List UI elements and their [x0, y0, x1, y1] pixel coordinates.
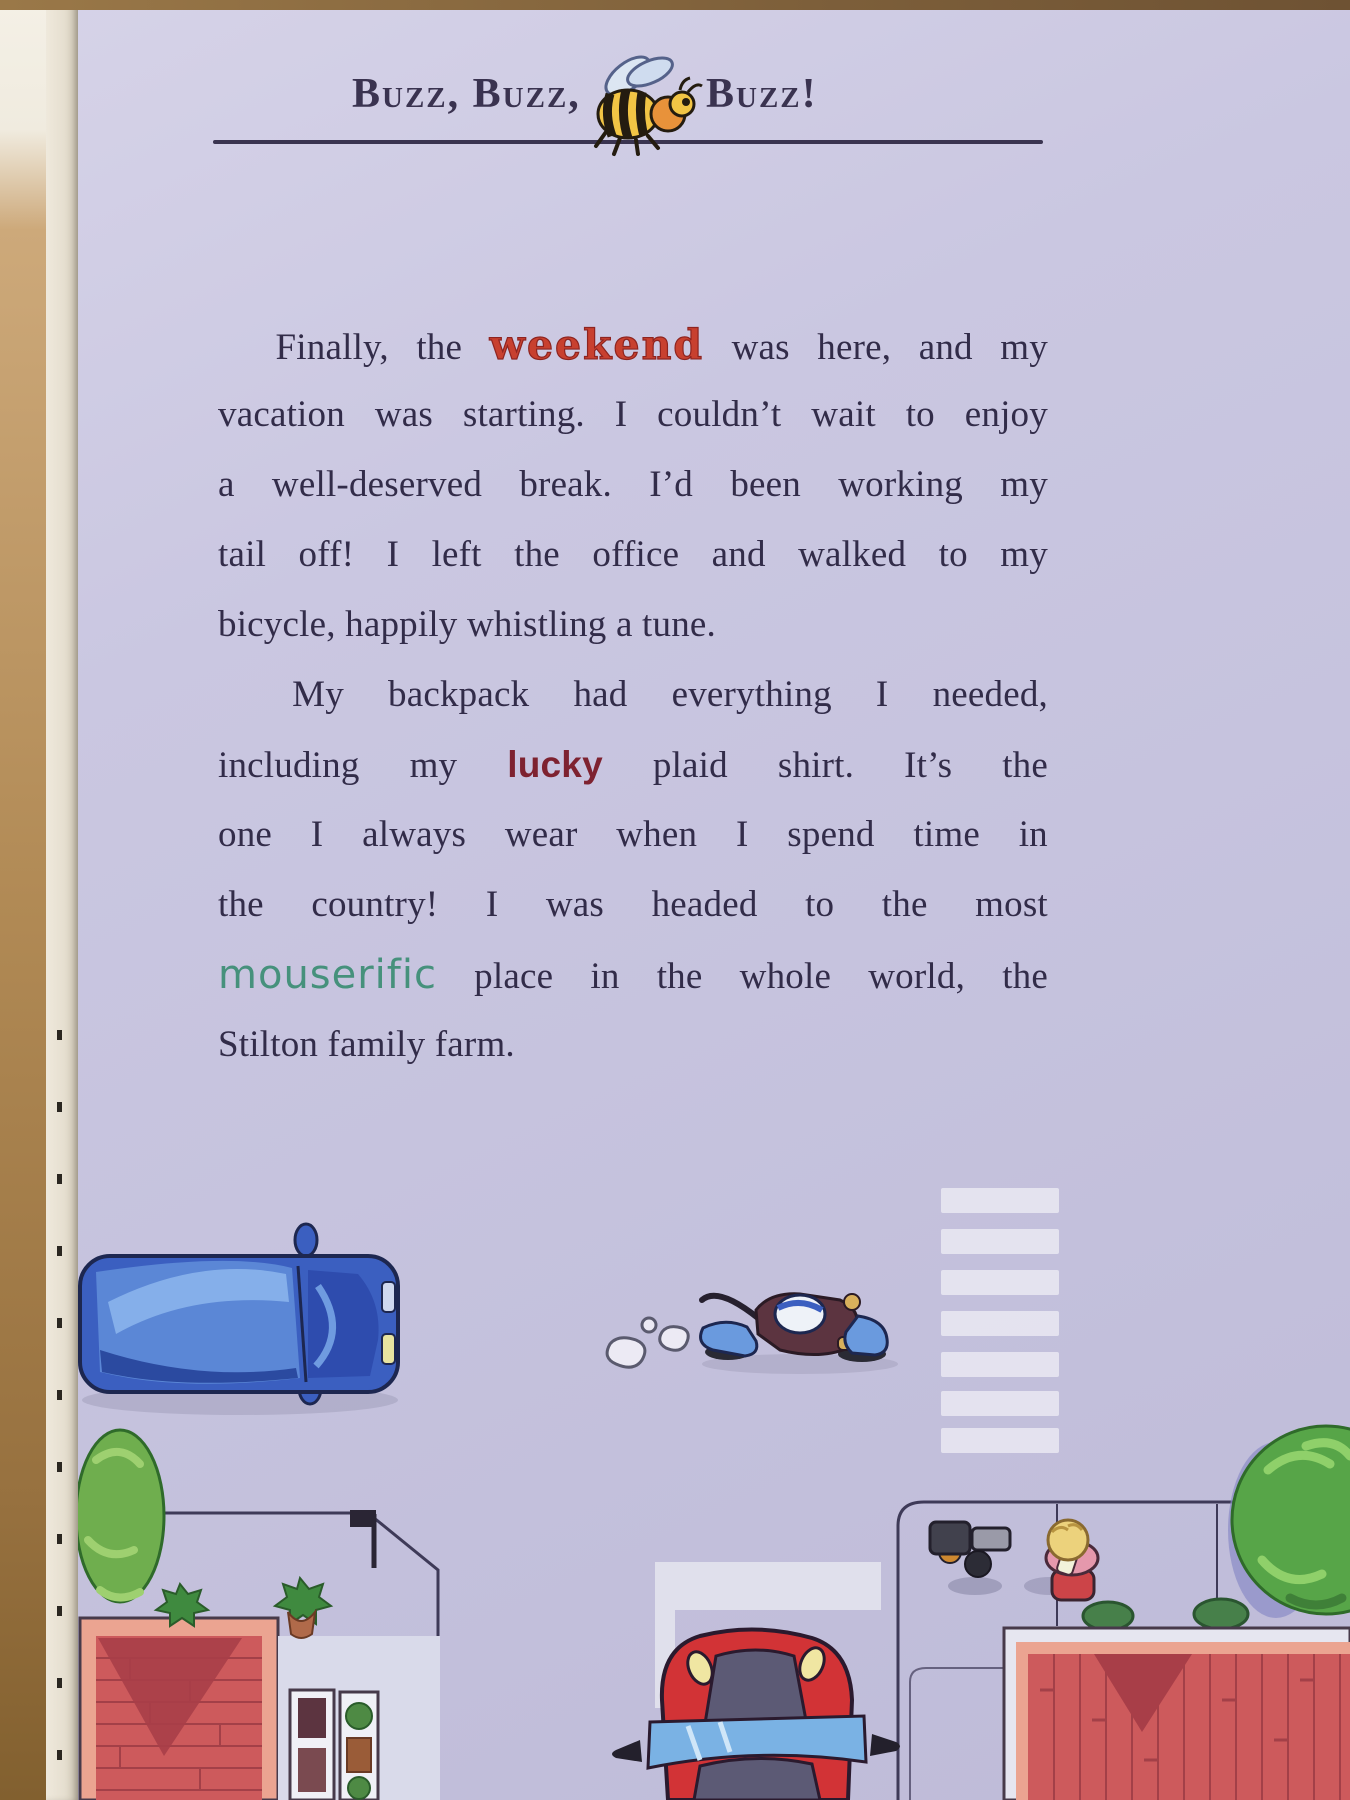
story-text: My: [292, 674, 344, 715]
story-text: Stilton family farm.: [218, 1024, 515, 1065]
story-text: here,: [817, 327, 892, 368]
story-text: the: [881, 884, 928, 925]
story-line: [218, 940, 1048, 1010]
story-text: when: [616, 814, 698, 855]
story-text: tail: [218, 534, 267, 575]
story-text: I: [875, 674, 889, 715]
story-text: off!: [298, 534, 355, 575]
story-text: my: [409, 745, 458, 786]
left-roof: [80, 1618, 278, 1800]
story-text: was: [545, 884, 605, 925]
story-text: one: [218, 814, 273, 855]
story-text: spend: [787, 814, 875, 855]
story-text: plaid: [652, 745, 728, 786]
story-text: my: [1000, 464, 1048, 505]
story-text: most: [975, 884, 1048, 925]
story-text: been: [730, 464, 801, 505]
story-text: to: [938, 534, 968, 575]
story-text: needed,: [932, 674, 1048, 715]
bee-icon: [576, 48, 704, 158]
story-line: [218, 520, 1048, 590]
chapter-header: [0, 0, 1350, 190]
story-text: enjoy: [964, 394, 1048, 435]
story-text: couldn’t: [657, 394, 782, 435]
story-text: I: [310, 814, 324, 855]
story-text: the: [1002, 745, 1048, 786]
page-edge-print-marks: [57, 1030, 62, 1796]
story-text: whole: [739, 956, 832, 997]
story-text: office: [592, 534, 680, 575]
highlight-lucky: lucky: [507, 744, 603, 785]
story-text-block: [218, 310, 1048, 1080]
story-text: the: [218, 884, 264, 925]
right-roof: [1004, 1628, 1350, 1800]
story-text: was: [374, 394, 433, 435]
story-text: in: [590, 956, 620, 997]
street-illustration: [0, 1020, 1350, 1800]
story-text: in: [1018, 814, 1048, 855]
story-text: Finally,: [275, 327, 389, 368]
story-text: was: [731, 327, 790, 368]
story-text: time: [913, 814, 980, 855]
courtyard-plant: [346, 1703, 372, 1729]
story-line: [218, 380, 1048, 450]
motorcycle-rider: [701, 1294, 898, 1374]
chapter-title-right: Buzz!: [706, 71, 818, 117]
story-text: had: [573, 674, 628, 715]
story-line: [218, 800, 1048, 870]
blue-car: [80, 1224, 398, 1415]
bush-icon: [1194, 1599, 1248, 1629]
story-text: I: [735, 814, 749, 855]
story-text: the: [1002, 956, 1048, 997]
side-mirror: [870, 1734, 900, 1756]
bush-icon: [76, 1430, 164, 1602]
story-text: working: [838, 464, 963, 505]
story-text: left: [431, 534, 482, 575]
story-text: wear: [504, 814, 578, 855]
traffic-light-icon: [930, 1522, 1010, 1595]
story-line: [218, 870, 1048, 940]
story-text: world,: [868, 956, 966, 997]
story-text: to: [905, 394, 935, 435]
story-line: [218, 310, 1048, 380]
story-text: and: [918, 327, 973, 368]
story-line: [218, 730, 1048, 800]
story-text: place: [474, 956, 554, 997]
crosswalk: [941, 1188, 1059, 1453]
story-text: break.: [519, 464, 612, 505]
story-text: starting.: [462, 394, 585, 435]
story-text: always: [362, 814, 467, 855]
left-city-block: [76, 1430, 440, 1800]
courtyard: [278, 1636, 440, 1800]
story-text: including: [218, 745, 360, 786]
story-text: the: [514, 534, 560, 575]
story-text: It’s: [904, 745, 953, 786]
story-line: [218, 660, 1048, 730]
story-text: walked: [798, 534, 907, 575]
street-sign-icon: [350, 1510, 376, 1568]
chapter-title-left: Buzz, Buzz,: [352, 71, 581, 117]
story-text: bicycle, happily whistling a tune.: [218, 604, 716, 645]
story-text: I: [614, 394, 628, 435]
story-text: shirt.: [777, 745, 855, 786]
story-line: [218, 450, 1048, 520]
story-text: I’d: [649, 464, 694, 505]
story-text: wait: [811, 394, 876, 435]
story-text: I: [485, 884, 499, 925]
exhaust-smoke-icon: [607, 1318, 688, 1367]
story-text: my: [1000, 327, 1048, 368]
book-page-stack-edge: [0, 0, 46, 1800]
right-city-block: [898, 1426, 1350, 1800]
story-text: my: [1000, 534, 1048, 575]
page-curl-edge: [46, 0, 78, 1800]
bush-icon: [1083, 1602, 1133, 1630]
story-line: [218, 1010, 1048, 1080]
side-mirror: [295, 1224, 317, 1256]
highlight-mouserific: mouserific: [218, 952, 437, 998]
book-edge-top: [0, 0, 1350, 10]
story-text: everything: [671, 674, 832, 715]
story-text: vacation: [218, 394, 345, 435]
story-text: country!: [311, 884, 439, 925]
story-text: backpack: [388, 674, 530, 715]
story-line: [218, 590, 1048, 660]
story-text: a: [218, 464, 235, 505]
story-text: the: [416, 327, 463, 368]
side-mirror: [612, 1740, 642, 1762]
story-text: well-deserved: [271, 464, 483, 505]
story-text: I: [386, 534, 400, 575]
pedestrian: [1024, 1520, 1098, 1600]
story-text: and: [711, 534, 766, 575]
story-text: to: [805, 884, 835, 925]
story-text: the: [656, 956, 703, 997]
story-text: headed: [651, 884, 758, 925]
highlight-weekend: weekend: [489, 321, 705, 369]
